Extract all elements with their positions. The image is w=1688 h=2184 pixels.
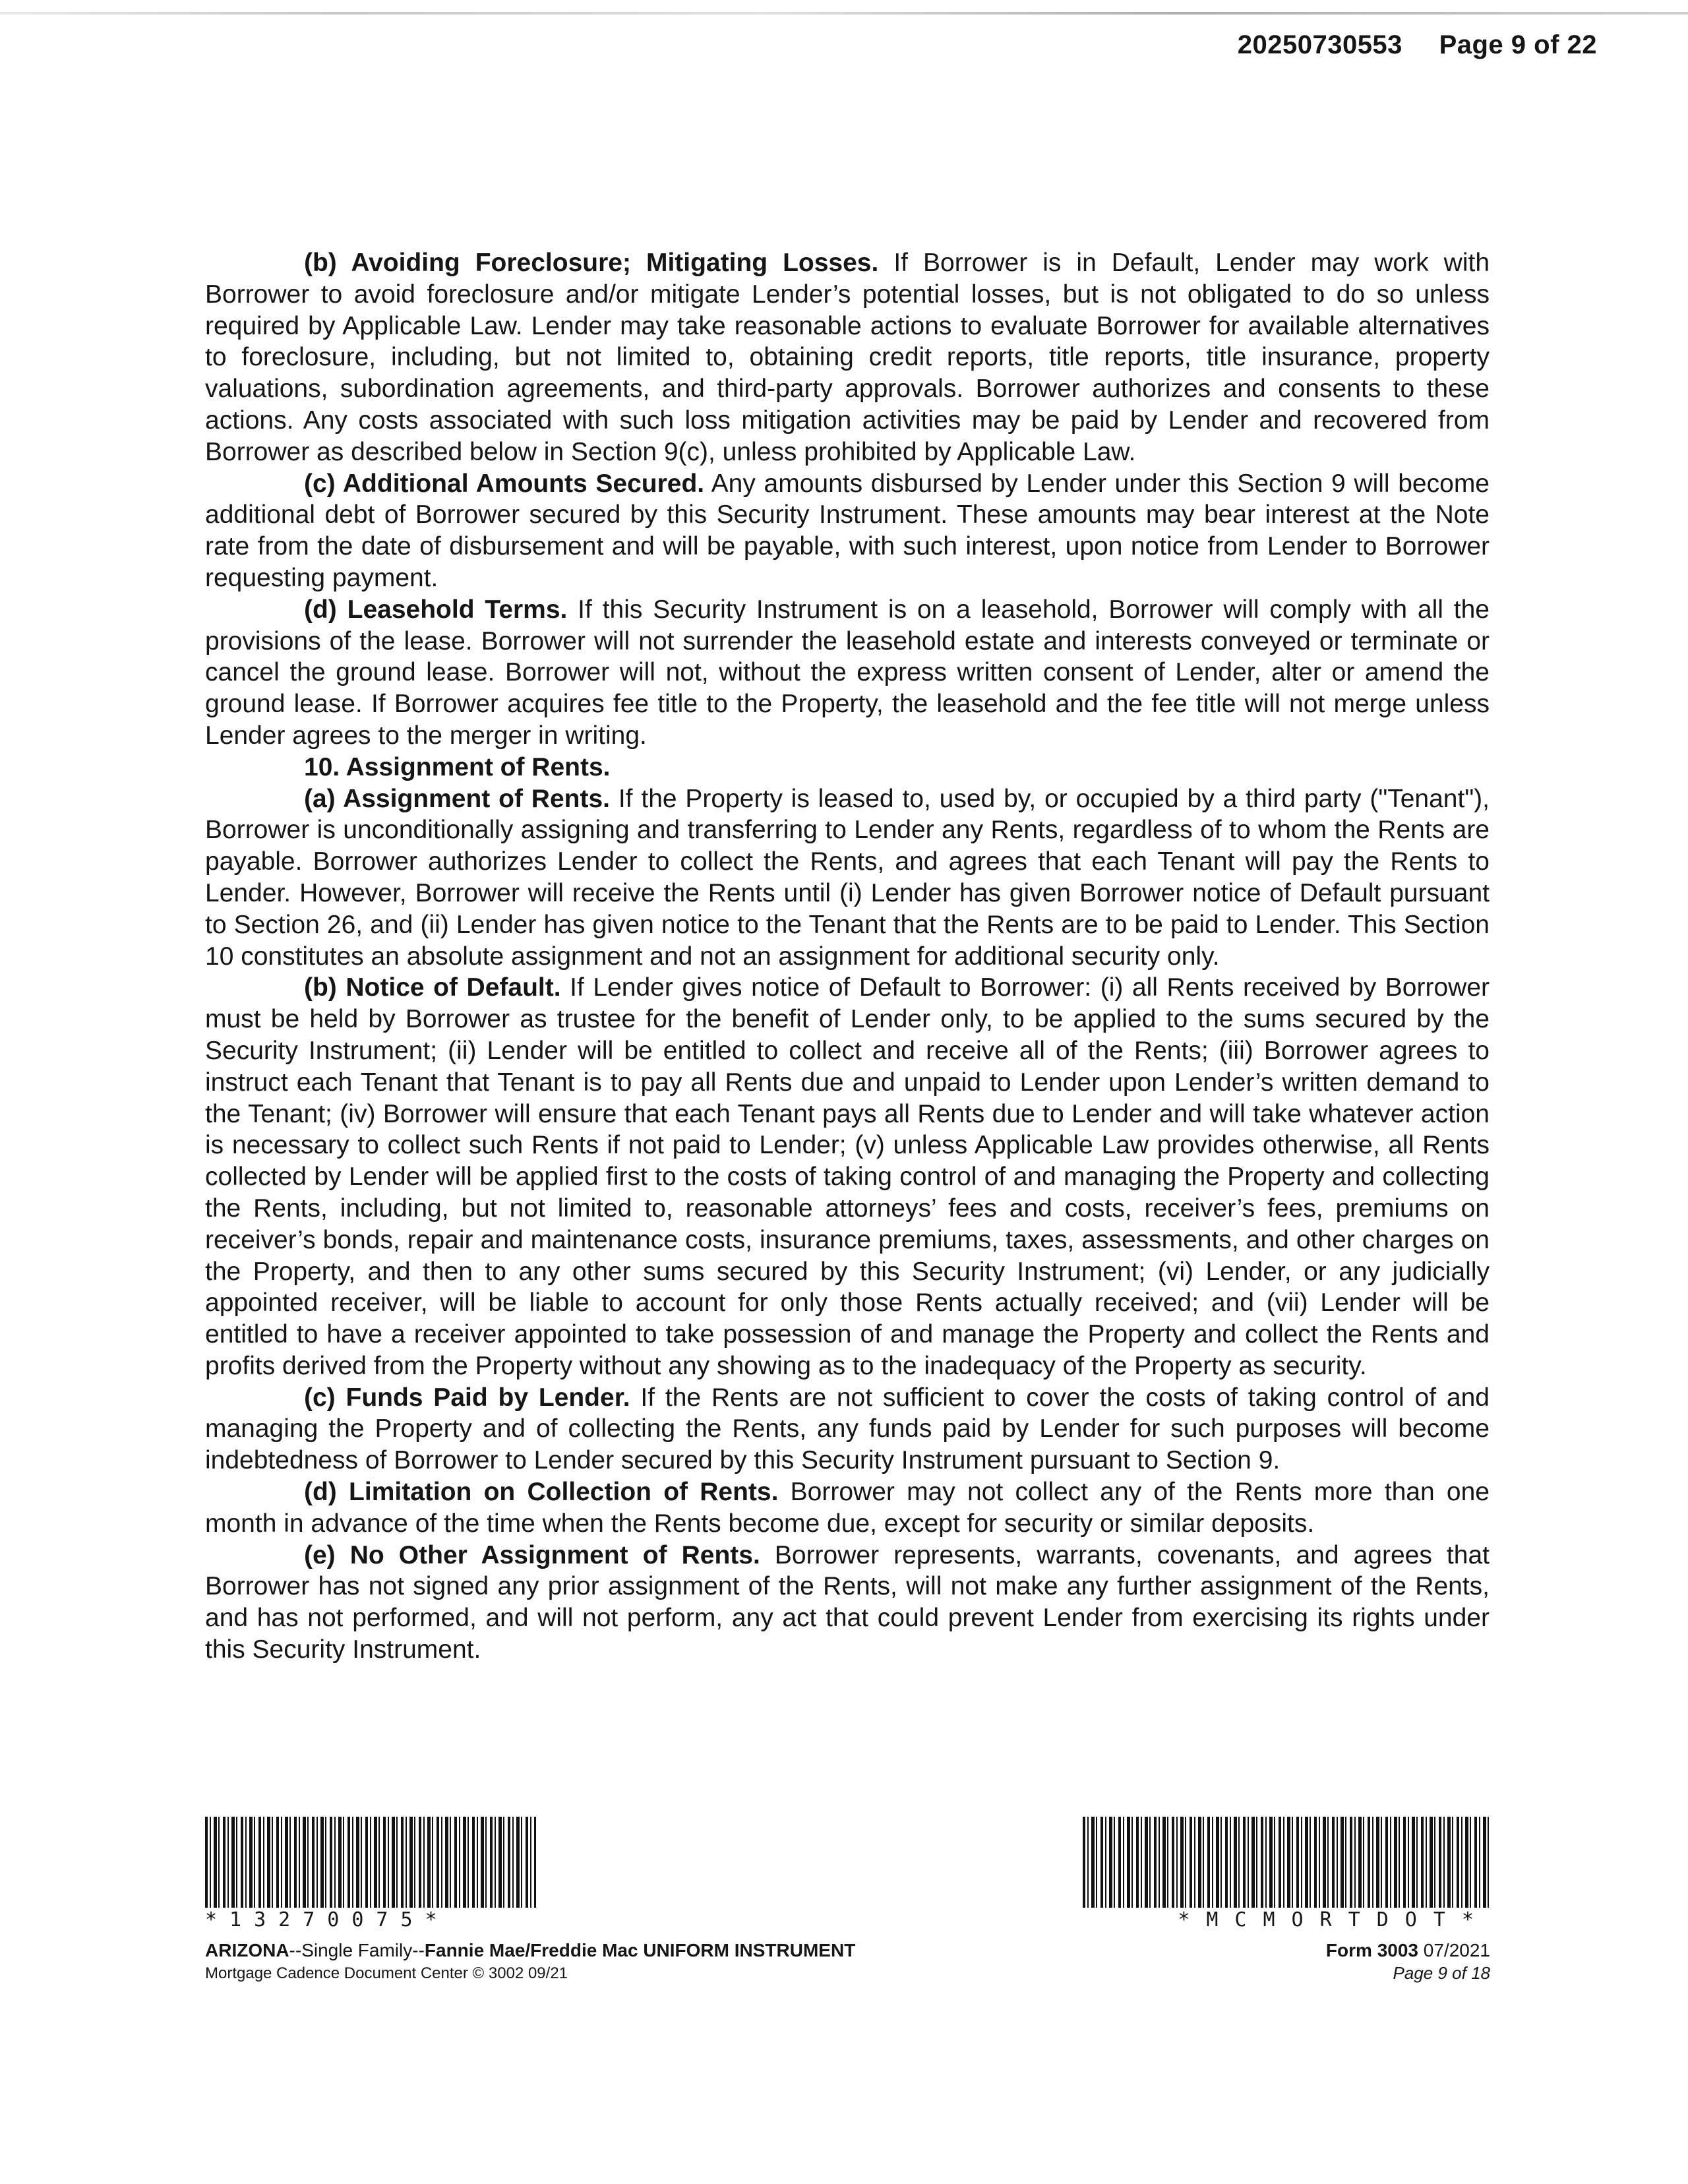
paragraph-text: Borrower represents, warrants, covenants, and agrees that Borrower has not signed any prior assignment of the Rents, will not make any further assignment of the Rents, and has not performed, and will not perform, any act that could prevent Lender from exercising its rights under this Security Instrument. — [205, 1540, 1490, 1664]
section-title: 10. Assignment of Rents. — [304, 752, 611, 781]
paragraph-heading: (b) Avoiding Foreclosure; Mitigating Losses. — [304, 249, 879, 277]
document-body — [205, 247, 1490, 1666]
form-state: ARIZONA — [205, 1940, 289, 1960]
recording-number: 20250730553 — [1237, 30, 1402, 59]
scan-edge-line — [0, 12, 1688, 15]
form-footer — [205, 1939, 855, 1985]
paragraph-text: Any amounts disbursed by Lender under this Section 9 will become additional debt of Borrower secured by this Security Instrument. These amounts may bear interest at the Note rate from the date of disbursement and will be payable, with such interest, upon notice from Lender to Borrower requesting payment. — [205, 469, 1490, 592]
paragraph-heading: (d) Limitation on Collection of Rents. — [304, 1478, 779, 1507]
page-header — [1238, 30, 1597, 60]
paragraph-text: If Borrower is in Default, Lender may work with Borrower to avoid foreclosure and/or mitigate Lender’s potential losses, but is not obligated to do so unless required by Applicable Law. Lender may take reasonable actions to evaluate Borrower for available alternatives to foreclosure, including, but not limited to, obtaining credit reports, title reports, title insurance, property valuations, subordination agreements, and third-party approvals. Borrower authorizes and consents to these actions. Any costs associated with such loss mitigation activities may be paid by Lender and recovered from Borrower as described below in Section 9(c), unless prohibited by Applicable Law. — [205, 249, 1490, 466]
paragraph-10a — [205, 783, 1490, 973]
paragraph-heading: (d) Leasehold Terms. — [304, 595, 568, 624]
form-page-number: Page 9 of 18 — [1393, 1963, 1490, 1983]
form-number: Form 3003 — [1325, 1940, 1418, 1960]
barcode-caption: *13270075* — [205, 1908, 450, 1931]
loan-barcode — [205, 1817, 536, 1933]
barcode-caption: *MCMORTDOT* — [1178, 1908, 1490, 1931]
form-name: Fannie Mae/Freddie Mac UNIFORM INSTRUMENT — [424, 1940, 856, 1960]
paragraph-heading: (c) Funds Paid by Lender. — [304, 1383, 630, 1412]
paragraph-10e — [205, 1540, 1490, 1666]
form-type: --Single Family-- — [289, 1940, 425, 1960]
paragraph-10c — [205, 1382, 1490, 1476]
form-title — [205, 1939, 855, 1962]
paragraph-heading: (e) No Other Assignment of Rents. — [304, 1540, 760, 1569]
paragraph-10b — [205, 972, 1490, 1381]
form-id-footer — [1326, 1939, 1490, 1985]
paragraph-heading: (c) Additional Amounts Secured. — [304, 469, 705, 498]
paragraph-9c — [205, 468, 1490, 594]
barcode-bars — [205, 1817, 536, 1908]
form-date: 07/2021 — [1423, 1940, 1490, 1960]
paragraph-9b — [205, 247, 1490, 468]
paragraph-text: Borrower may not collect any of the Rents more than one month in advance of the time when the Rents become due, except for security or similar deposits. — [205, 1478, 1490, 1538]
section-10-heading — [205, 752, 1490, 783]
paragraph-10d — [205, 1476, 1490, 1540]
paragraph-9d — [205, 594, 1490, 752]
paragraph-heading: (b) Notice of Default. — [304, 973, 561, 1002]
paragraph-text: If the Rents are not sufficient to cover the costs of taking control of and managing the Property and of collecting the Rents, any funds paid by Lender for such purposes will become indebtedness of Borrower to Lender secured by this Security Instrument pursuant to Section 9. — [205, 1383, 1490, 1475]
page-number: Page 9 of 22 — [1439, 30, 1597, 59]
paragraph-text: If Lender gives notice of Default to Borrower: (i) all Rents received by Borrower must be held by Borrower as trustee for the benefit of Lender only, to be applied to the sums secured by the Security Instrument; (ii) Lender will be entitled to collect and receive all of the Rents; (iii) Borrower agrees to instruct each Tenant that Tenant is to pay all Rents due and unpaid to Lender upon Lender’s written demand to the Tenant; (iv) Borrower will ensure that each Tenant pays all Rents due to Lender and will take whatever action is necessary to collect such Rents if not paid to Lender; (v) unless Applicable Law provides otherwise, all Rents collected by Lender will be applied first to the costs of taking control of and managing the Property and collecting the Rents, including, but not limited to, reasonable attorneys’ fees and costs, receiver’s fees, premiums on receiver’s bonds, repair and maintenance costs, insurance premiums, taxes, assessments, and other charges on the Property, and then to any other sums secured by this Security Instrument; (vi) Lender, or any judicially appointed receiver, will be liable to account for only those Rents actually received; and (vii) Lender will be entitled to have a receiver appointed to take possession of and manage the Property and collect the Rents and profits derived from the Property without any showing as to the inadequacy of the Property as security. — [205, 973, 1490, 1380]
vendor-line: Mortgage Cadence Document Center © 3002 09/21 — [205, 1964, 568, 1982]
paragraph-text: If the Property is leased to, used by, or occupied by a third party ("Tenant"), Borrower is unconditionally assigning and transferring to Lender any Rents, regardless of to whom the Rents are payable. Borrower authorizes Lender to collect the Rents, and agrees that each Tenant will pay the Rents to Lender. However, Borrower will receive the Rents until (i) Lender has given Borrower notice of Default pursuant to Section 26, and (ii) Lender has given notice to the Tenant that the Rents are to be paid to Lender. This Section 10 constitutes an absolute assignment and not an assignment for additional security only. — [205, 784, 1490, 971]
document-type-barcode — [1083, 1817, 1490, 1933]
paragraph-heading: (a) Assignment of Rents. — [304, 784, 610, 813]
paragraph-text: If this Security Instrument is on a leasehold, Borrower will comply with all the provisions of the lease. Borrower will not surrender the leasehold estate and interests conveyed or terminate or cancel the ground lease. Borrower will not, without the express written consent of Lender, alter or amend the ground lease. If Borrower acquires fee title to the Property, the leasehold and the fee title will not merge unless Lender agrees to the merger in writing. — [205, 595, 1490, 750]
barcode-bars — [1083, 1817, 1490, 1908]
form-number-line — [1326, 1939, 1490, 1962]
